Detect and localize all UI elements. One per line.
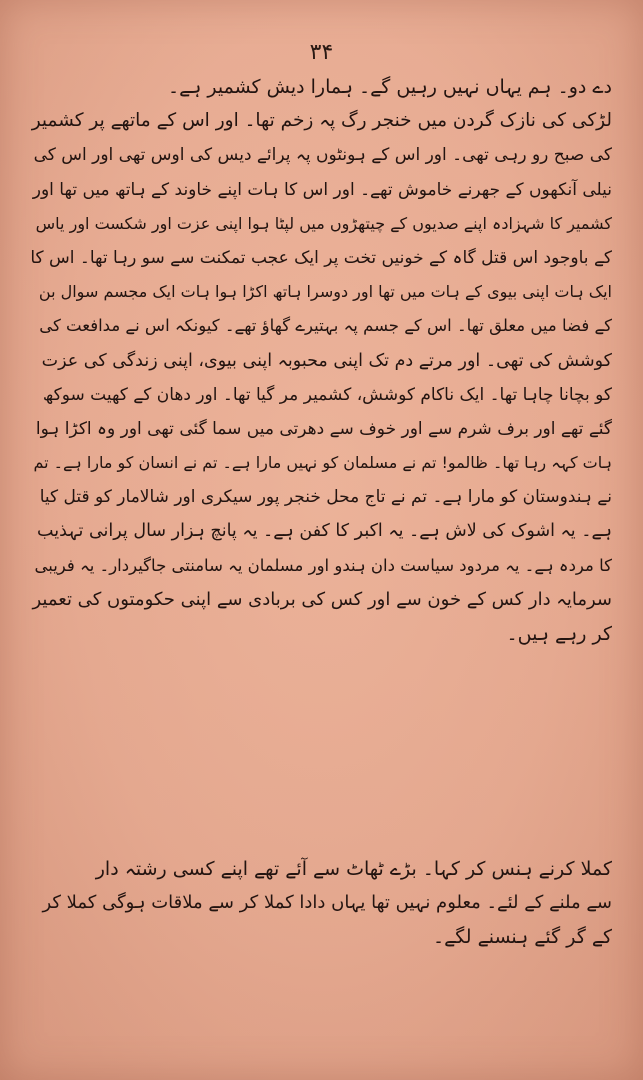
paragraph-2	[30, 852, 612, 955]
text-line: ایک ہات اپنی بیوی کے ہات میں تھا اور دوسرا ہاتھ اکڑا ہوا ہات ایک مجسم سوال بن	[38, 282, 612, 302]
text-line: نیلی آنکھوں کے جھرنے خاموش تھے۔ اور اس کا ہات اپنے خاوند کے ہاتھ میں تھا اور	[32, 179, 612, 200]
text-line: کملا کرنے ہنس کر کہا۔ بڑے ٹھاٹ سے آئے تھے اپنے کسی رشتہ دار	[95, 858, 612, 880]
text-line: نے ہندوستان کو مارا ہے۔ تم نے تاج محل خنجر پور سیکری اور شالامار کو قتل کیا	[39, 487, 612, 508]
text-line: سے ملنے کے لئے۔ معلوم نہیں تھا یہاں دادا کملا کر سے ملاقات ہوگی کملا کر	[42, 892, 612, 914]
text-line: کوشش کی تھی۔ اور مرتے دم تک اپنی محبوبہ اپنی بیوی، اپنی زندگی کی عزت	[41, 350, 612, 371]
text-line: کے فضا میں معلق تھا۔ اس کے جسم پہ بہتیرے گھاؤ تھے۔ کیونکہ اس نے مدافعت کی	[39, 316, 612, 336]
text-line: لڑکی کی نازک گردن میں خنجر رگ پہ زخم تھا۔ اور اس کے ماتھے پر کشمیر	[31, 110, 612, 132]
paragraph-1	[30, 70, 612, 651]
text-line: کا مردہ ہے۔ یہ مردود سیاست دان ہندو اور مسلمان یہ سامنتی جاگیردار۔ یہ فریبی	[34, 555, 612, 575]
text-line: کر رہے ہیں۔	[506, 623, 612, 645]
text-line: کے گر گئے ہنسنے لگے۔	[432, 926, 612, 949]
text-line: دے دو۔ ہم یہاں نہیں رہیں گے۔ ہمارا دیش کشمیر ہے۔	[167, 76, 612, 98]
text-line: ہات کہہ رہا تھا۔ ظالمو! تم نے مسلمان کو نہیں مارا ہے۔ تم نے انسان کو مارا ہے۔ تم	[33, 453, 612, 473]
text-line: کی صبح رو رہی تھی۔ اور اس کے ہونٹوں پہ پرائے دیس کی اوس تھی اور اس کی	[33, 145, 612, 166]
text-line: کشمیر کا شہزادہ اپنے صدیوں کے چیتھڑوں میں لپٹا ہوا اپنی عزت اور شکست اور یاس	[35, 213, 612, 233]
text-line: کو بچانا چاہا تھا۔ ایک ناکام کوشش، کشمیر مر گیا تھا۔ اور دھان کے کھیت سوکھ	[42, 384, 612, 405]
text-line: کے باوجود اس قتل گاہ کے خونیں تخت پر ایک عجب تمکنت سے سو رہا تھا۔ اس کا	[30, 247, 612, 268]
text-line: ہے۔ یہ اشوک کی لاش ہے۔ یہ اکبر کا کفن ہے۔ یہ پانچ ہزار سال پرانی تہذیب	[37, 521, 612, 542]
text-line: سرمایہ دار کس کے خون سے اور کس کی بربادی سے اپنی حکومتوں کی تعمیر	[32, 588, 612, 610]
page-number: ۳۴	[309, 40, 334, 65]
text-line: گئے تھے اور برف شرم سے اور خوف سے دھرتی میں سما گئی تھی اور وہ اکڑا ہوا	[35, 418, 612, 439]
